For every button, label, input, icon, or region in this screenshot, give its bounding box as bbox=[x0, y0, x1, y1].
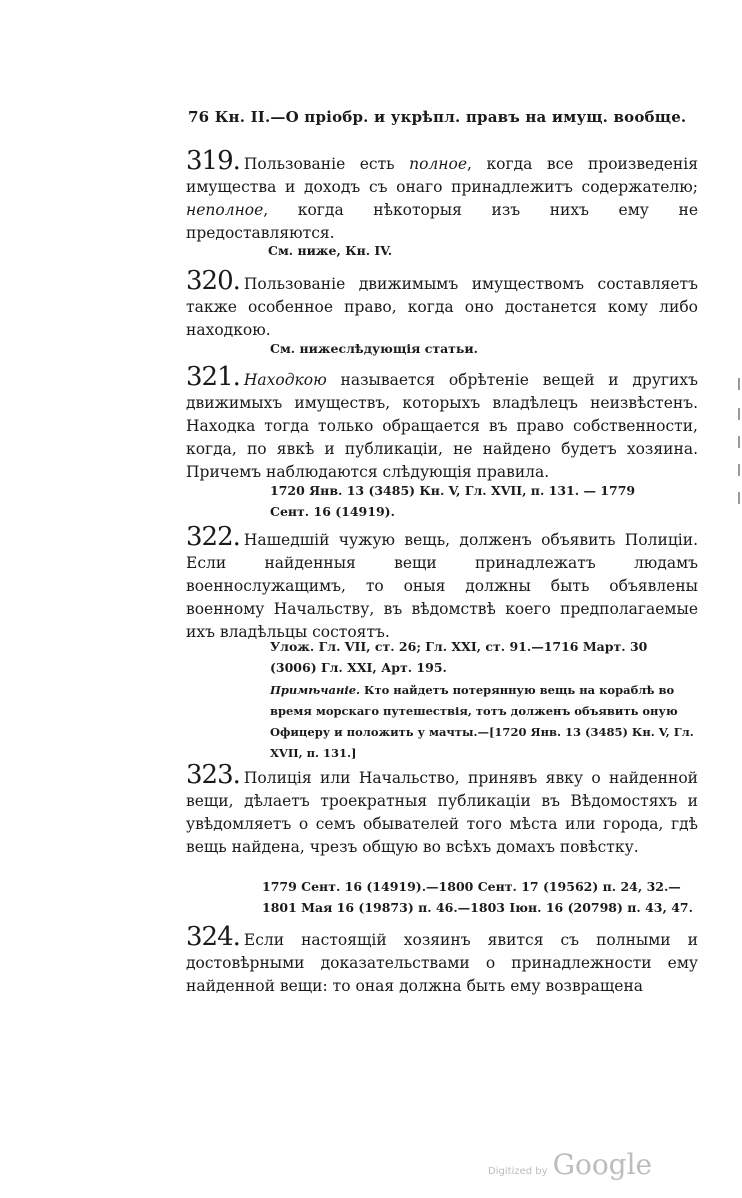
article-323-reference: 1779 Сент. 16 (14919).—1800 Сент. 17 (19562) п. 24, 32.— 1801 Мая 16 (19873) п. 46.—1803 Іюн. 16 (20798) п. 43, 47. bbox=[262, 879, 693, 915]
scan-edge-mark bbox=[738, 378, 740, 390]
article-320-reference: См. нижеслѣдующія статьи. bbox=[270, 341, 479, 356]
article-321: 321. Находкою называется обрѣтеніе вещей и другихъ движимыхъ имуществъ, которыхъ владѣлецъ неизвѣстенъ. Находка тогда только обращается въ право собственности, когда, по явкѣ и публикаціи, не найдено будетъ хозяина. Причемъ наблюдаются слѣдующія правила. bbox=[186, 362, 698, 481]
article-number: 322. bbox=[186, 522, 240, 552]
article-319-reference: См. ниже, Кн. IV. bbox=[268, 243, 393, 258]
article-number: 323. bbox=[186, 760, 240, 790]
article-324: 324. Если настоящій хозяинъ явится съ полными и достовѣрными доказательствами о принадлежности ему найденной вещи: то оная должна быть ему возвращена bbox=[186, 922, 698, 995]
article-320: 320. Пользованіе движимымъ имуществомъ составляетъ также особенное право, когда оно достанется кому либо находкою. bbox=[186, 266, 698, 339]
article-number: 324. bbox=[186, 922, 240, 952]
article-number: 321. bbox=[186, 362, 240, 392]
article-322: 322. Нашедшій чужую вещь, долженъ объявить Полиціи. Если найденныя вещи принадлежатъ людамъ военнослужащимъ, то оныя должны быть объявлены военному Начальству, въ вѣдомствѣ коего предполагаемые ихъ владѣльцы состоятъ. bbox=[186, 522, 698, 641]
watermark-small-text: Digitized by bbox=[488, 1166, 548, 1177]
scan-edge-mark bbox=[738, 464, 740, 476]
running-header: 76 Кн. II.—О пріобр. и укрѣпл. правъ на имущ. вообще. bbox=[188, 108, 687, 126]
scan-edge-mark bbox=[738, 492, 740, 504]
article-321-reference: 1720 Янв. 13 (3485) Кн. V, Гл. XVII, п. 131. — 1779 Сент. 16 (14919). bbox=[270, 483, 636, 519]
article-322-note: Примѣчаніе. Кто найдетъ потерянную вещь на кораблѣ во время морскаго путешествія, тотъ долженъ объявить оную Офицеру и положить у мачты.—[1720 Янв. 13 (3485) Кн. V, Гл. XVII, п. 131.] bbox=[270, 683, 694, 760]
article-number: 319. bbox=[186, 146, 240, 176]
article-number: 320. bbox=[186, 266, 240, 296]
scan-edge-mark bbox=[738, 436, 740, 448]
article-323: 323. Полиція или Начальство, принявъ явку о найденной вещи, дѣлаетъ троекратныя публикаціи въ Вѣдомостяхъ и увѣдомляетъ о семъ обывателей того мѣста или города, гдѣ вещь найдена, чрезъ общую во всѣхъ домахъ повѣстку. bbox=[186, 760, 698, 856]
digitized-watermark bbox=[488, 1148, 652, 1181]
article-322-reference: Улож. Гл. VII, ст. 26; Гл. XXI, ст. 91.—1716 Март. 30 (3006) Гл. XXI, Арт. 195. bbox=[270, 639, 648, 675]
article-319: 319. Пользованіе есть полное, когда все произведенія имущества и доходъ съ онаго принадлежитъ содержателю; неполное, когда нѣкоторыя изъ нихъ ему не предоставляются. bbox=[186, 146, 698, 242]
google-logo: Google bbox=[552, 1148, 653, 1181]
scan-edge-mark bbox=[738, 408, 740, 420]
